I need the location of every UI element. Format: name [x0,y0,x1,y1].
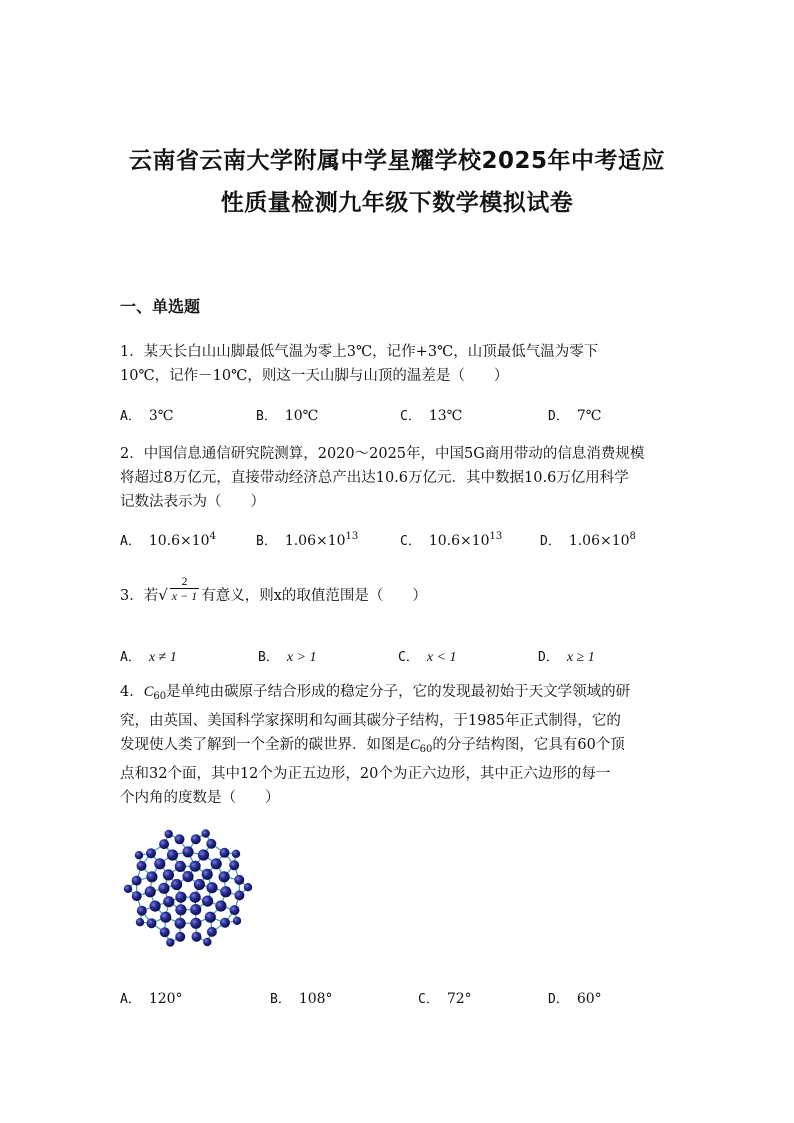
title-line-2: 性质量检测九年级下数学模拟试卷 [220,190,574,216]
c60-atom [205,912,216,923]
c60-atom [202,896,213,907]
c60-atom [198,849,209,860]
c60-atom [207,927,217,937]
question-4-line-4: 点和32个面，其中12个为正五边形，20个为正六边形，其中正六边形的每一 [120,766,611,782]
c60-atom [150,901,161,912]
c60-atom [219,871,230,882]
question-1-line-2: 10℃，记作－10℃，则这一天山脚与山顶的温差是（ ） [120,368,509,384]
option-a: A． $10.6\times 10^4$ [120,531,216,549]
c60-atom [146,871,157,882]
option-a: A． x ≠ 1 [120,650,177,665]
option-b: B． 10℃ [256,408,319,424]
c60-atom [191,834,201,844]
c60-atom [203,938,211,946]
c60-atom [234,875,244,885]
c60-atom [160,927,170,937]
c60-atom [171,879,182,890]
c60-atom [132,876,142,886]
option-d: D． 7℃ [548,408,602,424]
c60-atom [232,850,240,858]
c60-atom [146,848,156,858]
option-d: D． 60° [548,991,602,1007]
c60-atom [158,883,169,894]
option-b: B． 108° [270,991,333,1007]
option-d: D． x ≥ 1 [538,650,595,665]
c60-atom [166,938,174,946]
c60-atom [206,839,216,849]
c60-atom [233,917,241,925]
c60-atom [136,918,144,926]
c60-atom [163,869,174,880]
c60-atom [220,886,231,897]
question-2-line-1: 2．中国信息通信研究院测算，2020～2025年，中国5G商用带动的信息消费规模 [120,446,645,462]
c60-atom [202,829,210,837]
fraction: $\frac{2}{x - 1}$ [171,573,198,603]
c60-atom [137,906,147,916]
option-b: B． $1.06\times 10^{13}$ [256,531,359,549]
c60-atom [230,905,240,915]
c60-atom [220,918,230,928]
question-2-line-3: 记数法表示为（ ） [120,494,265,510]
option-c: C． 13℃ [400,408,463,424]
c60-atom [175,918,186,929]
c60-atom [175,861,186,872]
c60-atom [220,848,230,858]
c60-atom [182,846,193,857]
option-c: C． $10.6\times 10^{13}$ [400,531,503,549]
question-4-line-5: 个内角的度数是（ ） [120,790,280,806]
c60-atom [165,830,173,838]
question-4-line-3: 发现使人类了解到一个全新的碳世界．如图是$C_{60}$的分子结构图，它具有60个顶 [120,737,625,755]
c60-atom [154,858,165,869]
section-heading: 一、单选题 [120,297,201,316]
c60-atom [147,918,157,928]
question-3 [120,573,676,611]
c60-atom [137,861,147,871]
c60-atom [202,869,213,880]
c60-atom [175,892,186,903]
c60-atom [215,900,226,911]
c60-atom [160,912,171,923]
c60-atom [135,851,143,859]
c60-atom [159,839,169,849]
question-4 [120,680,676,810]
question-2 [120,442,676,514]
c60-atom [175,834,185,844]
question-2-line-2: 将超过8万亿元，直接带动经济总产出达10.6万亿元．其中数据10.6万亿用科学 [120,470,629,486]
option-a: A． 120° [120,991,183,1007]
document-title [0,140,794,224]
c60-atom [167,849,178,860]
c60-atom [229,860,239,870]
option-c: C． 72° [418,991,472,1007]
c60-molecule-image [118,822,258,954]
c60-atom [234,890,244,900]
c60-atom [124,885,132,893]
c60-atom [190,892,201,903]
question-3-prefix: 3．若 [120,588,159,604]
question-1 [120,340,676,388]
c60-atom [244,883,252,891]
question-4-line-2: 究，由英国、美国科学家探明和勾画其碳分子结构，于1985年正式制得，它的 [120,713,621,729]
c60-atom [145,886,156,897]
question-3-suffix: 有意义，则x的取值范围是（ ） [201,588,427,604]
c60-atom [192,932,202,942]
c60-atom [163,896,174,907]
c60-atom [182,871,193,882]
option-b: B． x > 1 [258,650,317,665]
c60-atom [175,904,186,915]
c60-atom [190,904,201,915]
question-1-line-1: 1．某天长白山山脚最低气温为零上3℃，记作+3℃，山顶最低气温为零下 [120,344,599,360]
option-a: A． 3℃ [120,408,174,424]
c60-atom [211,858,222,869]
c60-atom [175,932,185,942]
sqrt-sign: √ [158,586,168,604]
option-c: C． x < 1 [398,650,457,665]
title-line-1: 云南省云南大学附属中学星耀学校2025年中考适应 [128,148,665,174]
c60-atom [194,879,205,890]
c60-atom [206,882,217,893]
c60-atom [132,891,142,901]
question-4-line-1: 4．$C_{60}$是单纯由碳原子结合形成的稳定分子，它的发现最初始于天文学领域的研 [120,684,631,702]
option-d: D． $1.06\times 10^8$ [540,531,636,549]
c60-atom [190,861,201,872]
c60-atom [190,918,201,929]
